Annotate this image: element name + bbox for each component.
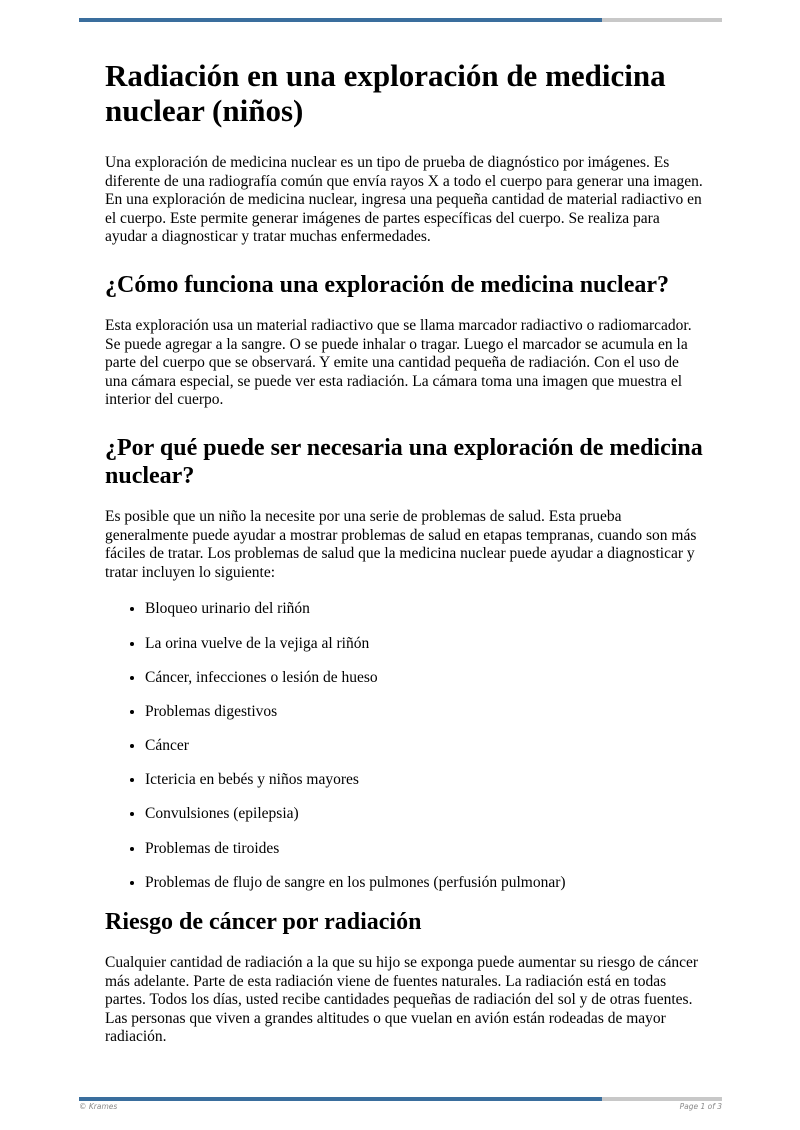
list-item: • La orina vuelve de la vejiga al riñón xyxy=(145,635,705,653)
list-item: • Bloqueo urinario del riñón xyxy=(145,600,705,618)
header-rule xyxy=(79,18,722,22)
section-heading-why-needed: ¿Por qué puede ser necesaria una exploración de medicina nuclear? xyxy=(105,434,703,489)
list-item: • Convulsiones (epilepsia) xyxy=(145,805,705,823)
section-heading-cancer-risk: Riesgo de cáncer por radiación xyxy=(105,909,422,935)
footer-copyright: © Krames xyxy=(79,1102,118,1111)
footer-page-number: Page 1 of 3 xyxy=(679,1102,722,1111)
health-problems-list xyxy=(105,600,705,892)
footer-rule xyxy=(79,1097,722,1101)
section-body-cancer-risk: Cualquier cantidad de radiación a la que su hijo se exponga puede aumentar su riesgo de cáncer más adelante. Parte de esta radiación viene de fuentes naturales. La radiación está en todas partes. Todos los días, usted recibe cantidades pequeñas de radiación del sol y de otras fuentes. Las personas que viven a grandes altitudes o que vuelan en avión están rodeadas de mayor radiación. xyxy=(105,954,699,1046)
page-title: Radiación en una exploración de medicina nuclear (niños) xyxy=(105,58,666,128)
list-item: • Problemas digestivos xyxy=(145,703,705,721)
section-body-why-needed: Es posible que un niño la necesite por una serie de problemas de salud. Esta prueba generalmente puede ayudar a mostrar problemas de salud en etapas tempranas, cuando son más fáciles de tratar. Los problemas de salud que la medicina nuclear puede ayudar a diagnosticar y tratar incluyen lo siguiente: xyxy=(105,507,697,581)
list-item: • Cáncer xyxy=(145,737,705,755)
intro-paragraph: Una exploración de medicina nuclear es un tipo de prueba de diagnóstico por imágenes. Es diferente de una radiografía común que envía rayos X a todo el cuerpo para generar una imagen. En una exploración de medicina nuclear, ingresa una pequeña cantidad de material radiactivo en el cuerpo. Este permite generar imágenes de partes específicas del cuerpo. Se realiza para ayudar a diagnosticar y tratar muchas enfermedades. xyxy=(105,154,703,246)
list-item: • Ictericia en bebés y niños mayores xyxy=(145,771,705,789)
list-item: • Cáncer, infecciones o lesión de hueso xyxy=(145,669,705,687)
header-rule-accent xyxy=(79,18,602,22)
section-body-how-it-works: Esta exploración usa un material radiactivo que se llama marcador radiactivo o radiomarcador. Se puede agregar a la sangre. O se puede inhalar o tragar. Luego el marcador se acumula en la parte del cuerpo que se observará. Y emite una cantidad pequeña de radiación. Con el uso de una cámara especial, se puede ver esta radiación. La cámara toma una imagen que muestra el interior del cuerpo. xyxy=(105,316,692,409)
section-heading-how-it-works: ¿Cómo funciona una exploración de medicina nuclear? xyxy=(105,271,670,298)
list-item: • Problemas de flujo de sangre en los pulmones (perfusión pulmonar) xyxy=(145,874,705,892)
article xyxy=(105,58,705,1071)
list-item: • Problemas de tiroides xyxy=(145,840,705,858)
footer-rule-accent xyxy=(79,1097,602,1101)
